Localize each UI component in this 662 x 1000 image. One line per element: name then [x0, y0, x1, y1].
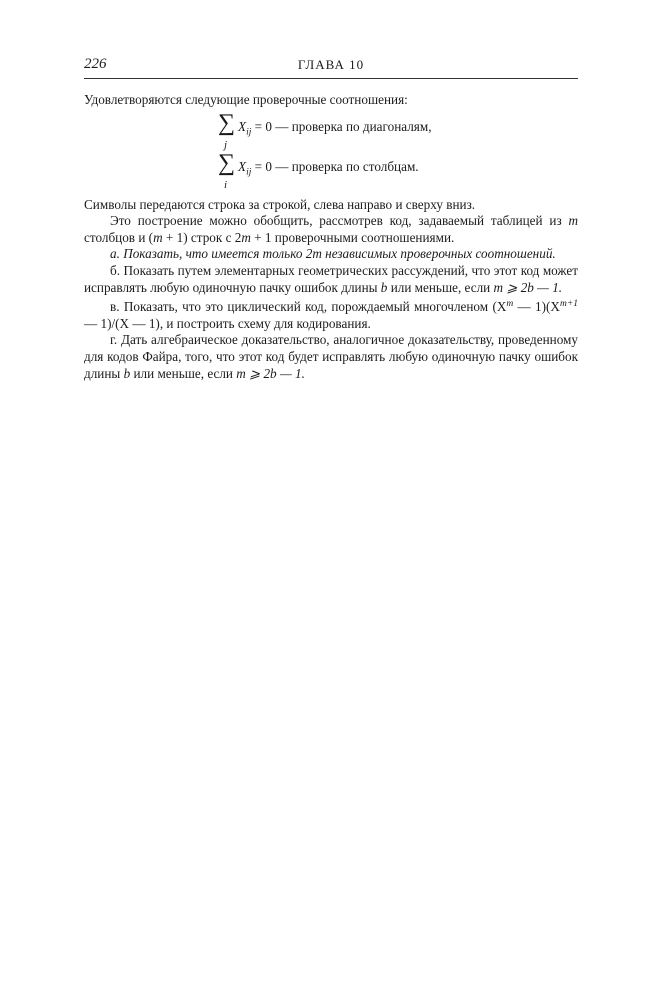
page-body — [84, 92, 578, 382]
header-rule — [84, 78, 578, 79]
subscript-ij: ij — [246, 167, 252, 178]
formula-diagonals — [218, 109, 578, 155]
variable-x: X — [238, 158, 247, 174]
text-run: столбцов и ( — [84, 229, 154, 245]
exercise-item-a — [84, 246, 578, 263]
text-run: или меньше, если — [387, 279, 494, 295]
formula-expression — [238, 159, 419, 181]
exercise-item-b — [84, 263, 578, 296]
formula-expression — [238, 119, 432, 141]
text-run: б. Показать путем элементарных геометрических рассуждений, что этот код может исправлять любую одиночную пачку ошибок длины — [84, 262, 578, 295]
sum-symbol: ∑ — [218, 149, 236, 176]
sum-index: j — [224, 138, 228, 151]
exercise-item-v — [84, 296, 578, 332]
text-run: + 1 проверочными соотношениями. — [250, 229, 455, 245]
text-run: — 1)/(X — 1), и построить схему для кодирования. — [84, 315, 371, 331]
superscript-m: m — [506, 299, 514, 310]
formula-text: = 0 — проверка по столбцам. — [251, 158, 419, 174]
intro-paragraph: Удовлетворяются следующие проверочные соотношения: — [84, 92, 408, 107]
text-run: г. Дать алгебраическое доказательство, аналогичное доказательству, проведенному для кодов Файра, того, что этот код будет исправлять любую одиночную пачку ошибок длины — [84, 332, 578, 381]
formula-text: = 0 — проверка по диагоналям, — [251, 118, 432, 134]
formula-columns — [218, 149, 578, 195]
text-run: или меньше, если — [130, 365, 237, 381]
condition-expression: m ⩾ 2b — 1. — [236, 365, 305, 381]
exercise-item-g — [84, 332, 578, 382]
text-run: в. Показать, что это циклический код, порождаемый многочленом (X — [110, 299, 507, 315]
item-a-text: а. Показать, что имеется только 2m независимых проверочных соотношений. — [110, 246, 556, 262]
variable-m: m — [568, 213, 578, 229]
sum-symbol: ∑ — [218, 109, 236, 136]
condition-expression: m ⩾ 2b — 1. — [493, 279, 563, 295]
variable-m: m — [153, 229, 163, 245]
page-number: 226 — [84, 56, 107, 72]
variable-x: X — [238, 118, 247, 134]
superscript-m-plus-1: m+1 — [559, 299, 578, 310]
variable-b: b — [123, 365, 131, 381]
text-run: + 1) строк с 2 — [162, 229, 242, 245]
page-header — [84, 56, 578, 78]
variable-b: b — [380, 279, 388, 295]
text-run: Это построение можно обобщить, рассмотрев код, задаваемый таблицей из — [110, 213, 569, 229]
symbols-paragraph: Символы передаются строка за строкой, слева направо и сверху вниз. — [84, 196, 476, 212]
subscript-ij: ij — [246, 127, 252, 138]
running-head: ГЛАВА 10 — [297, 57, 365, 72]
sum-index: i — [224, 178, 228, 191]
generalization-paragraph — [84, 213, 578, 246]
text-run: — 1)(X — [513, 299, 560, 315]
variable-m: m — [241, 229, 251, 245]
